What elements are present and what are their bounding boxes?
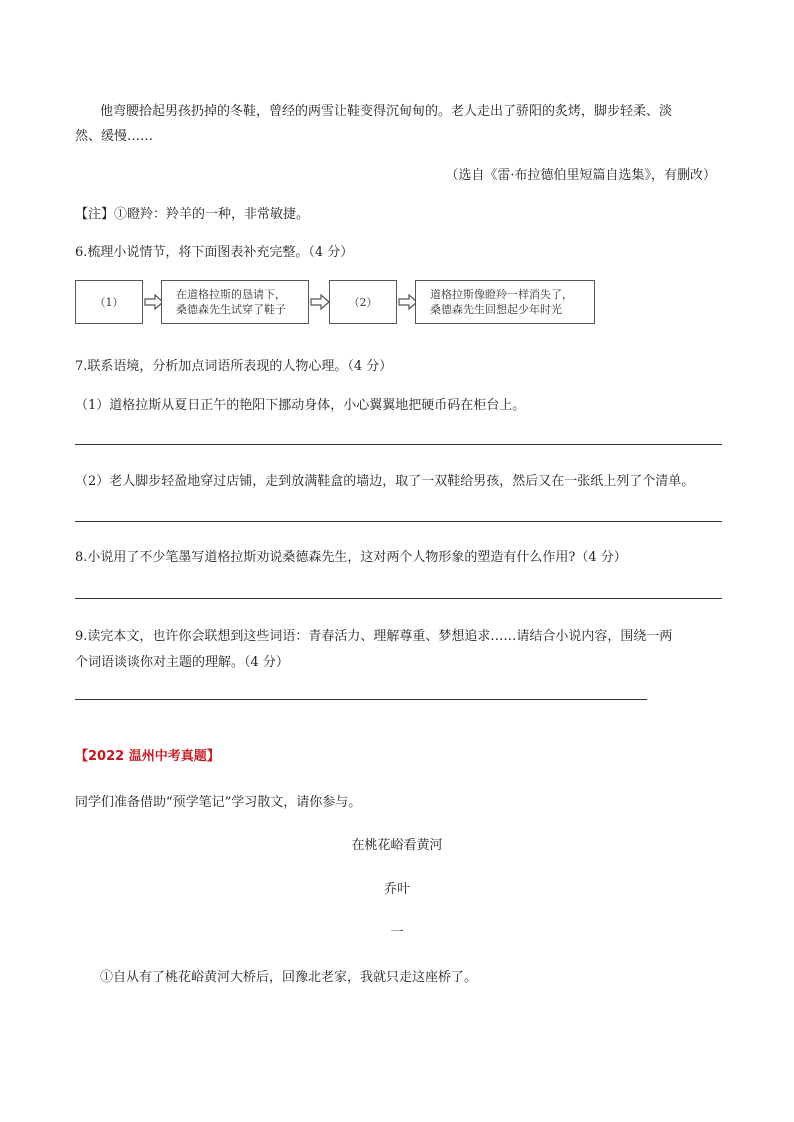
essay-title: 在桃花峪看黄河: [351, 838, 443, 853]
question-8: 8.小说用了不少笔墨写道格拉斯劝说桑德森先生，这对两个人物形象的塑造有什么作用?（4 分）: [75, 550, 627, 565]
passage-line-2: 然、缓慢……: [75, 129, 154, 144]
question-6: 6.梳理小说情节，将下面图表补充完整。（4 分）: [75, 245, 354, 260]
passage-line-1: 他弯腰拾起男孩扔掉的冬鞋，曾经的两雪让鞋变得沉甸甸的。老人走出了骄阳的炙烤，脚步轻柔、淡: [100, 104, 673, 119]
question-9-line-1: 9.读完本文，也许你会联想到这些词语：青春活力、理解尊重、梦想追求……请结合小说内容，围绕一两: [75, 629, 673, 644]
answer-line-9: [75, 699, 647, 700]
section-intro: 同学们准备借助“预学笔记”学习散文，请你参与。: [75, 795, 362, 810]
flow-box-2-line2: 桑德森先生试穿了鞋子: [176, 303, 286, 316]
flow-box-4-line2: 桑德森先生回想起少年时光: [430, 303, 562, 316]
essay-paragraph-1: ①自从有了桃花峪黄河大桥后，回豫北老家，我就只走这座桥了。: [100, 970, 478, 985]
answer-line-8: [75, 598, 722, 599]
question-9-line-2: 个词语谈谈你对主题的理解。（4 分）: [75, 655, 289, 670]
flow-box-2-line1: 在道格拉斯的恳请下，: [176, 288, 286, 301]
question-7-2: （2）老人脚步轻盈地穿过店铺，走到放满鞋盒的墙边，取了一双鞋给男孩，然后又在一张纸上列了个清单。: [75, 474, 695, 489]
question-7: 7.联系语境，分析加点词语所表现的人物心理。（4 分）: [75, 359, 393, 374]
question-7-1: （1）道格拉斯从夏日正午的艳阳下挪动身体，小心翼翼地把硬币码在柜台上。: [75, 398, 526, 413]
flow-arrow-2-icon: [310, 293, 330, 311]
flow-box-blank-1: [75, 280, 143, 324]
footnote: 【注】①瞪羚：羚羊的一种，非常敏捷。: [75, 207, 310, 222]
flow-box-2: [161, 280, 309, 324]
answer-line-7-1: [75, 444, 722, 445]
section-heading: 【2022 温州中考真题】: [75, 749, 220, 764]
flow-box-blank-2: [329, 280, 397, 324]
flow-box-1-label: （1）: [94, 295, 124, 309]
flow-box-4: [415, 280, 595, 324]
answer-line-7-2: [75, 521, 722, 522]
flow-box-3-label: （2）: [348, 295, 378, 309]
essay-author: 乔叶: [383, 882, 410, 897]
essay-part-number: 一: [390, 925, 404, 940]
source-citation: （选自《雷·布拉德伯里短篇自选集》，有删改）: [445, 168, 716, 183]
flow-box-4-line1: 道格拉斯像瞪羚一样消失了，: [430, 288, 573, 301]
